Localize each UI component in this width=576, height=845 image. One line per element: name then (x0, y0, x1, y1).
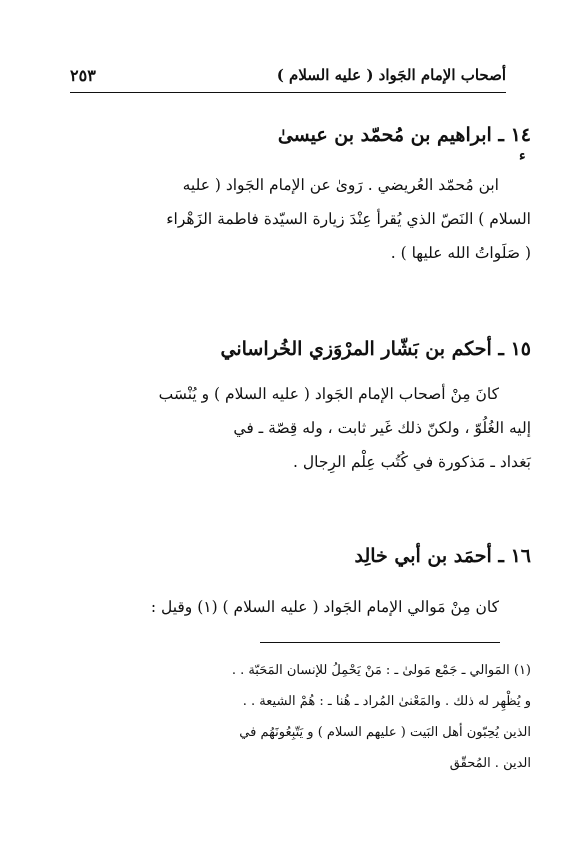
entry-14-line-1: ابن مُحمّد العُريضي . رَوىٰ عن الإمام الجَواد ( عليه (182, 176, 499, 194)
margin-mark: ء (519, 148, 526, 164)
running-header (70, 62, 506, 93)
footnotes (51, 655, 531, 779)
footnote-line-4: الدين . المُحقّق (449, 756, 531, 771)
entry-15-line-1: كانَ مِنْ أصحاب الإمام الجَواد ( عليه السلام ) و يُنْسَب (158, 385, 499, 403)
footnote-line-1: (١) المَوالي ـ جَمْع مَولىٰ ـ : مَنْ يَحْمِلُ للإنسان المَحَبّة . . (231, 663, 531, 678)
running-title: أصحاب الإمام الجَواد ( عليه السلام ) (276, 66, 506, 84)
entry-14-line-2: السلام ) النَصّ الذي يُقرأ عِنْدَ زيارة السيّدة فاطمة الزَهْراء (166, 210, 531, 228)
entry-15-line-2: إليه الغُلُوّ ، ولكنّ ذلك غَير ثابت ، وله قِصّة ـ في (233, 419, 531, 437)
entry-15-heading: ١٥ ـ أحكم بن بَشّار المرْوَزي الخُراساني (220, 338, 531, 360)
entry-15-line-3: بَغداد ـ مَذكورة في كُتُب عِلْم الرِجال . (293, 453, 531, 471)
footnote-line-2: و يُظْهِر له ذلك . والمَعْنىٰ المُراد ـ هُنا ـ : هُمْ الشيعة . . (242, 694, 531, 709)
entry-16-heading: ١٦ ـ أحمَد بن أبي خالِد (354, 545, 531, 567)
footnote-line-3: الذين يُحِبّون أهل البَيت ( عليهم السلام ) و يَتّبِعُونَهُم في (239, 725, 531, 740)
entry-14-line-3: ( صَلَواتُ الله عليها ) . (390, 244, 531, 262)
entry-14-heading: ١٤ ـ ابراهيم بن مُحمّد بن عيسىٰ (277, 124, 531, 146)
entry-15-body (51, 377, 531, 479)
entry-16-line-1: كان مِنْ مَوالي الإمام الجَواد ( عليه السلام ) (١) وقيل : (150, 598, 499, 616)
entry-16-body (51, 590, 531, 624)
page-number: ٢٥٣ (70, 66, 96, 85)
footnote-separator (260, 642, 500, 643)
entry-14-body (51, 168, 531, 270)
